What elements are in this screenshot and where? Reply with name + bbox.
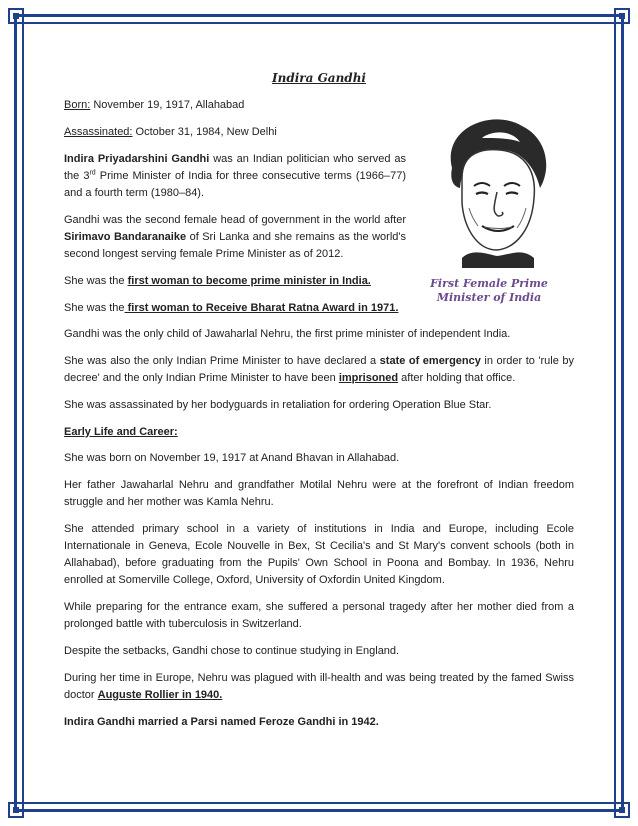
sirimavo-name: Sirimavo Bandaranaike — [64, 230, 187, 243]
ordinal-suffix: rd — [89, 169, 96, 177]
intro-text-cont: Prime Minister of India for three consecutive terms (1966–77) and a fourth term (1980–84). — [64, 169, 406, 200]
assassination-paragraph: She was assassinated by her bodyguards in retaliation for ordering Operation Blue Star. — [64, 398, 492, 411]
born-line — [64, 97, 406, 114]
emergency-text-end: after holding that office. — [398, 372, 516, 385]
second-paragraph — [64, 212, 406, 264]
corner-ornament-icon — [613, 801, 631, 819]
born-label: Born: — [64, 99, 91, 112]
assassinated-label: Assassinated: — [64, 125, 133, 138]
bharat-ratna-line — [64, 300, 406, 317]
second-text: Gandhi was the second female head of government in the world after — [64, 213, 406, 226]
emergency-paragraph — [64, 353, 574, 387]
only-child-paragraph: Gandhi was the only child of Jawaharlal Nehru, the first prime minister of independent India. — [64, 328, 511, 341]
intro-name: Indira Priyadarshini Gandhi — [64, 152, 210, 165]
assassinated-value: October 31, 1984, New Delhi — [132, 125, 277, 138]
married-text: Indira Gandhi married a Parsi named Feroze Gandhi in 1942. — [64, 715, 379, 728]
born-at-paragraph: She was born on November 19, 1917 at Anand Bhavan in Allahabad. — [64, 452, 400, 465]
bharat-ratna-prefix: She was the — [64, 301, 125, 314]
first-woman-highlight: first woman to become prime minister in India. — [127, 274, 371, 287]
corner-ornament-icon — [7, 7, 25, 25]
europe-text: During her time in Europe, Nehru was plagued with ill-health and was being treated by the famed Swiss doctor — [64, 671, 574, 701]
born-value: November 19, 1917, Allahabad — [90, 99, 245, 112]
europe-paragraph — [64, 670, 574, 704]
intro-text: was an Indian politician who served as the 3 — [64, 152, 406, 182]
schooling-paragraph: She attended primary school in a variety of institutions in India and Europe, including Ecole Internationale in Geneva, Ecole Nouvelle in Bex, St Cecilia's and St Mary's convent schools (both in Allahabad), before graduating from the Pupils' Own School in Poona and Bombay. In 1936, Nehru enrolled at Somerville College, Oxford, University of Oxfordin United Kingdom. — [64, 522, 574, 587]
assassinated-line — [64, 124, 406, 141]
document-body — [64, 70, 574, 740]
auguste-rollier: Auguste Rollier in 1940. — [97, 688, 223, 701]
corner-ornament-icon — [7, 801, 25, 819]
setbacks-paragraph: Despite the setbacks, Gandhi chose to continue studying in England. — [64, 645, 400, 658]
first-woman-prefix: She was the — [64, 274, 128, 287]
bharat-ratna-highlight: first woman to Receive Bharat Ratna Award in 1971. — [124, 301, 399, 314]
first-woman-pm — [64, 273, 406, 290]
intro-paragraph — [64, 151, 406, 203]
early-life-heading: Early Life and Career: — [64, 425, 178, 438]
portrait-caption: First Female Prime Minister of India — [430, 277, 548, 304]
corner-ornament-icon — [613, 7, 631, 25]
state-of-emergency: state of emergency — [379, 354, 481, 367]
married-paragraph — [64, 714, 574, 731]
second-text-cont: of Sri Lanka and she remains as the world's second longest serving female Prime Minister as of 2012. — [64, 230, 406, 261]
parents-paragraph: Her father Jawaharlal Nehru and grandfather Motilal Nehru were at the forefront of Indian freedom struggle and her mother was Kamla Nehru. — [64, 478, 574, 509]
imprisoned: imprisoned — [338, 372, 399, 385]
tragedy-paragraph: While preparing for the entrance exam, she suffered a personal tragedy after her mother died from a prolonged battle with tuberculosis in Switzerland. — [64, 601, 574, 631]
emergency-text-cont: in order to 'rule by decree' and the only Indian Prime Minister to have been — [64, 354, 575, 385]
page-title: Indira Gandhi — [272, 71, 366, 85]
section-heading — [64, 424, 574, 441]
emergency-text: She was also the only Indian Prime Minister to have declared a — [64, 354, 380, 367]
